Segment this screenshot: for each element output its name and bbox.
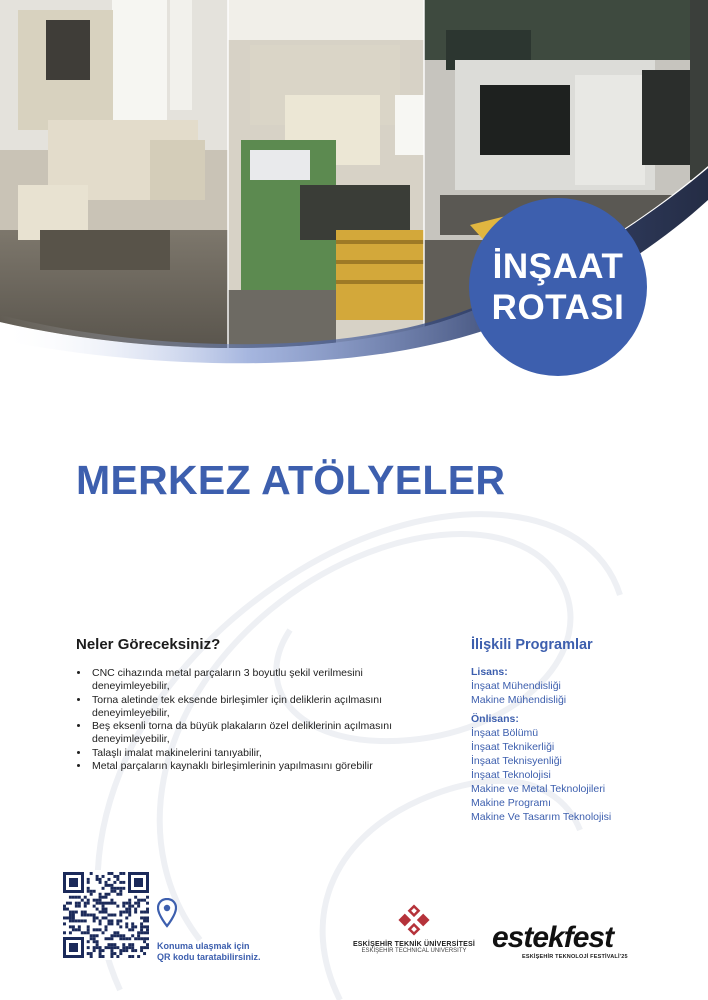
university-name-en: ESKİŞEHİR TECHNICAL UNIVERSITY	[361, 948, 467, 954]
university-emblem-icon	[397, 903, 431, 937]
festival-logo	[492, 922, 657, 960]
program-item: Makine ve Metal Teknolojileri	[471, 783, 606, 795]
program-item: İnşaat Bölümü	[471, 727, 539, 739]
related-programs-heading: İlişkili Programlar	[471, 637, 593, 653]
program-item: Makine Ve Tasarım Teknolojisi	[471, 811, 612, 823]
university-logo	[349, 903, 479, 954]
qr-caption-line-1: Konuma ulaşmak için	[157, 941, 250, 951]
badge-line-1: İNŞAAT	[492, 247, 624, 286]
list-item: • CNC cihazında metal parçaların 3 boyutlu şekil verilmesini deneyimleyebilir,	[90, 667, 426, 694]
badge-line-2: ROTASI	[491, 288, 625, 327]
location-qr-code[interactable]	[61, 870, 151, 960]
program-item: İnşaat Teknikerliği	[471, 741, 555, 753]
what-to-see-list	[76, 667, 426, 773]
program-item: İnşaat Mühendisliği	[471, 680, 561, 692]
festival-name: estekfest	[492, 921, 614, 954]
list-item: • Torna aletinde tek eksende birleşimler için deliklerin açılmasını deneyimleyebilir,	[90, 694, 426, 721]
associate-group	[471, 713, 671, 824]
what-to-see-heading: Neler Göreceksiniz?	[76, 636, 221, 653]
location-pin-icon	[157, 898, 177, 928]
list-item: • Metal parçaların kaynaklı birleşimlerinin yapılmasını görebilir	[90, 760, 426, 773]
program-item: İnşaat Teknisyenliği	[471, 755, 562, 767]
list-item: • Talaşlı imalat makinelerini tanıyabilir,	[90, 747, 426, 760]
list-item: • Beş eksenli torna da büyük plakaların özel deliklerinin açılmasını deneyimleyebilir,	[90, 720, 426, 747]
program-item: İnşaat Teknolojisi	[471, 769, 551, 781]
university-name: ESKİŞEHİR TEKNİK ÜNİVERSİTESİ	[352, 941, 476, 948]
program-item: Makine Mühendisliği	[471, 694, 567, 706]
qr-caption-line-2: QR kodu taratabilirsiniz.	[157, 952, 261, 962]
route-badge	[469, 198, 647, 376]
page-title: MERKEZ ATÖLYELER	[76, 457, 506, 503]
qr-caption	[157, 941, 261, 963]
undergrad-group	[471, 666, 671, 707]
festival-subtitle: ESKİŞEHİR TEKNOLOJİ FESTİVALİ'25	[522, 954, 628, 960]
program-item: Makine Programı	[471, 797, 551, 809]
undergrad-label: Lisans:	[471, 666, 508, 678]
associate-label: Önlisans:	[471, 713, 519, 725]
what-to-see-section	[76, 636, 426, 773]
related-programs-section	[471, 637, 671, 830]
